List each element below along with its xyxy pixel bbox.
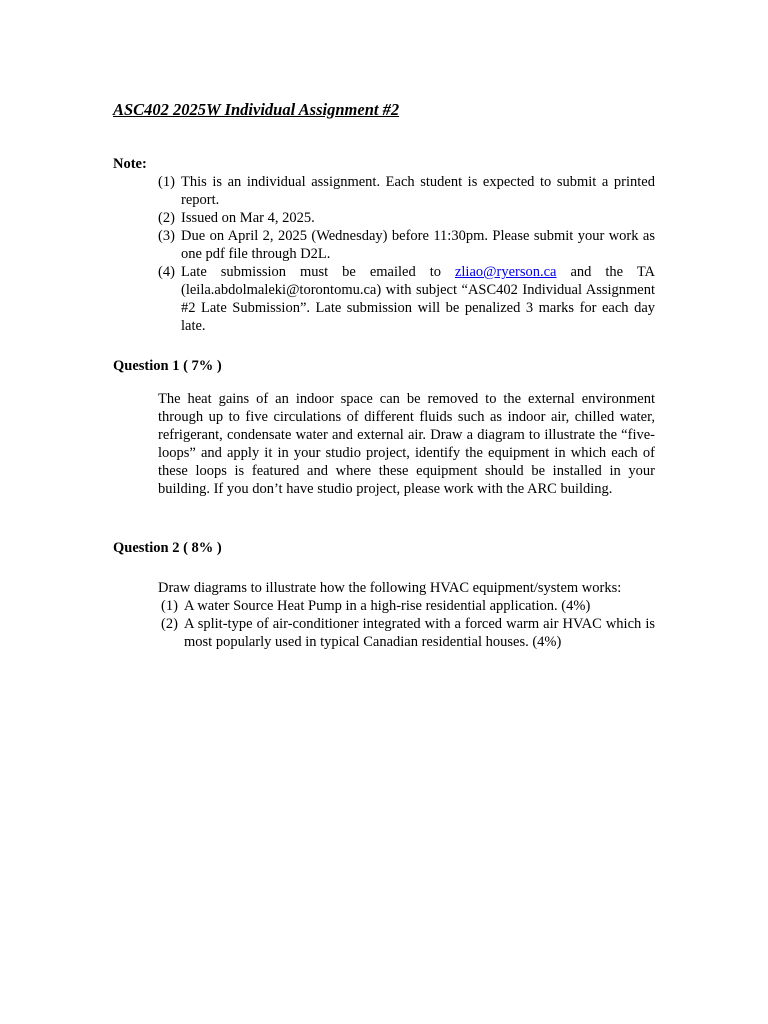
question1-heading: Question 1 ( 7% ) [113, 358, 222, 374]
question2-item [161, 597, 655, 615]
item-number: (1) [161, 598, 178, 614]
note-item [158, 263, 655, 335]
assignment-title: ASC402 2025W Individual Assignment #2 [113, 100, 400, 119]
item-text: A split-type of air-conditioner integrated with a forced warm air HVAC which is most popularly used in typical Canadian residential houses. (4%) [184, 616, 655, 650]
question2-intro: Draw diagrams to illustrate how the following HVAC equipment/system works: [158, 580, 622, 596]
note-label: Note: [113, 156, 147, 172]
note-text: This is an individual assignment. Each student is expected to submit a printed report. [181, 174, 655, 208]
note-item [158, 227, 655, 263]
question2-heading: Question 2 ( 8% ) [113, 540, 222, 556]
question1-body: The heat gains of an indoor space can be removed to the external environment through up to five circulations of different fluids such as indoor air, chilled water, refrigerant, condensate water and external air. Draw a diagram to illustrate the “five-loops” and apply it in your studio project, identify the equipment in which each of these loops is featured and where these equipment should be installed in your building. If you don’t have studio project, please work with the ARC building. [158, 391, 655, 497]
note-number: (1) [158, 174, 175, 190]
note-text [181, 263, 655, 335]
note-text: Due on April 2, 2025 (Wednesday) before 11:30pm. Please submit your work as one pdf file through D2L. [181, 228, 655, 262]
note-number: (2) [158, 210, 175, 226]
note-number: (4) [158, 264, 175, 280]
note-item [158, 209, 655, 227]
question2-item [161, 615, 655, 651]
notes-list [158, 173, 655, 335]
note-text: Issued on Mar 4, 2025. [181, 210, 315, 226]
note-item [158, 173, 655, 209]
note-text-pre: Late submission must be emailed to [181, 264, 455, 280]
item-text: A water Source Heat Pump in a high-rise residential application. (4%) [184, 598, 591, 614]
question2-items [161, 597, 655, 651]
item-number: (2) [161, 616, 178, 632]
note-number: (3) [158, 228, 175, 244]
email-link[interactable]: zliao@ryerson.ca [454, 264, 557, 280]
note-text-post: and the TA (leila.abdolmaleki@torontomu.ca) with subject “ASC402 Individual Assignment #2 Late Submission”. Late submission will be penalized 3 marks for each day late. [181, 264, 655, 334]
